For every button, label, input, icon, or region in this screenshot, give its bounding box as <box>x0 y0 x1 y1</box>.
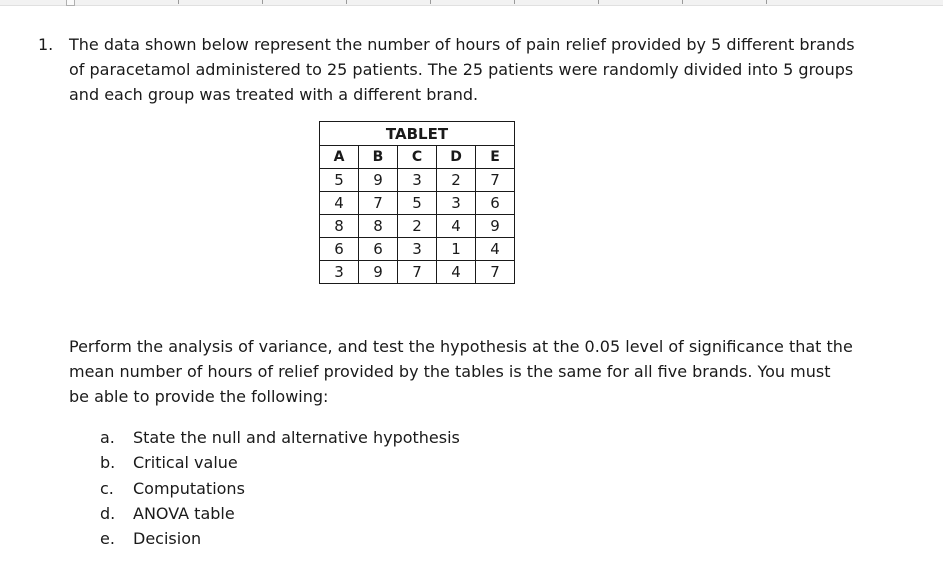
list-item-text: Critical value <box>133 453 238 473</box>
list-item-text: ANOVA table <box>133 503 235 523</box>
ruler-tick <box>514 0 515 4</box>
table-row <box>320 192 515 215</box>
ruler-bar <box>0 0 943 6</box>
table-cell: 9 <box>476 215 515 238</box>
table-cell: 4 <box>320 192 359 215</box>
list-item <box>100 425 460 450</box>
column-header-b: B <box>359 146 398 169</box>
question-line: and each group was treated with a different brand. <box>69 85 479 104</box>
table-cell: 5 <box>320 169 359 192</box>
table-title-row <box>320 122 515 146</box>
table-row <box>320 238 515 261</box>
table-cell: 4 <box>437 215 476 238</box>
table-row <box>320 215 515 238</box>
table-cell: 2 <box>437 169 476 192</box>
column-header-d: D <box>437 146 476 169</box>
table-header-row <box>320 146 515 169</box>
column-header-c: C <box>398 146 437 169</box>
table-cell: 9 <box>359 169 398 192</box>
table-cell: 8 <box>320 215 359 238</box>
table-cell: 8 <box>359 215 398 238</box>
list-item <box>100 501 460 526</box>
instructions-line: be able to provide the following: <box>69 387 329 406</box>
tablet-data-table <box>319 121 515 284</box>
table-title: TABLET <box>320 122 515 146</box>
ruler-tick <box>598 0 599 4</box>
list-item-letter: d. <box>100 503 116 523</box>
list-item <box>100 450 460 475</box>
list-item <box>100 526 460 551</box>
instructions-line: Perform the analysis of variance, and test the hypothesis at the 0.05 level of significance that the <box>69 337 853 356</box>
table-cell: 3 <box>437 192 476 215</box>
table-cell: 7 <box>359 192 398 215</box>
column-header-e: E <box>476 146 515 169</box>
ruler-tick <box>346 0 347 4</box>
list-item-letter: b. <box>100 453 116 473</box>
instructions-line: mean number of hours of relief provided by the tables is the same for all five brands. You must <box>69 362 831 381</box>
table-cell: 4 <box>437 261 476 284</box>
list-item-letter: c. <box>100 478 114 498</box>
question-number: 1. <box>38 35 54 54</box>
ruler-tick <box>262 0 263 4</box>
list-item-text: Computations <box>133 478 245 498</box>
table-cell: 1 <box>437 238 476 261</box>
ruler-tick <box>178 0 179 4</box>
ruler-tick <box>430 0 431 4</box>
table-cell: 2 <box>398 215 437 238</box>
table-row <box>320 261 515 284</box>
list-item-letter: a. <box>100 428 115 447</box>
list-item <box>100 476 460 501</box>
table-cell: 6 <box>359 238 398 261</box>
table-cell: 7 <box>476 261 515 284</box>
question-line: of paracetamol administered to 25 patients. The 25 patients were randomly divided into 5 groups <box>69 60 854 79</box>
question-text <box>69 32 859 107</box>
table-row <box>320 169 515 192</box>
ruler-indent-marker[interactable] <box>66 0 75 6</box>
table-cell: 9 <box>359 261 398 284</box>
table-cell: 3 <box>398 169 437 192</box>
table-cell: 6 <box>476 192 515 215</box>
table-cell: 7 <box>476 169 515 192</box>
column-header-a: A <box>320 146 359 169</box>
instructions-paragraph <box>69 334 869 409</box>
list-item-text: Decision <box>133 529 202 549</box>
table-cell: 3 <box>320 261 359 284</box>
list-item-text: State the null and alternative hypothesis <box>133 428 460 447</box>
table-cell: 4 <box>476 238 515 261</box>
question-line: The data shown below represent the number of hours of pain relief provided by 5 different brands <box>69 35 855 54</box>
table-cell: 6 <box>320 238 359 261</box>
table-cell: 7 <box>398 261 437 284</box>
ruler-tick <box>682 0 683 4</box>
table-cell: 5 <box>398 192 437 215</box>
table-cell: 3 <box>398 238 437 261</box>
ruler-tick <box>766 0 767 4</box>
task-list <box>100 425 460 551</box>
list-item-letter: e. <box>100 529 115 549</box>
